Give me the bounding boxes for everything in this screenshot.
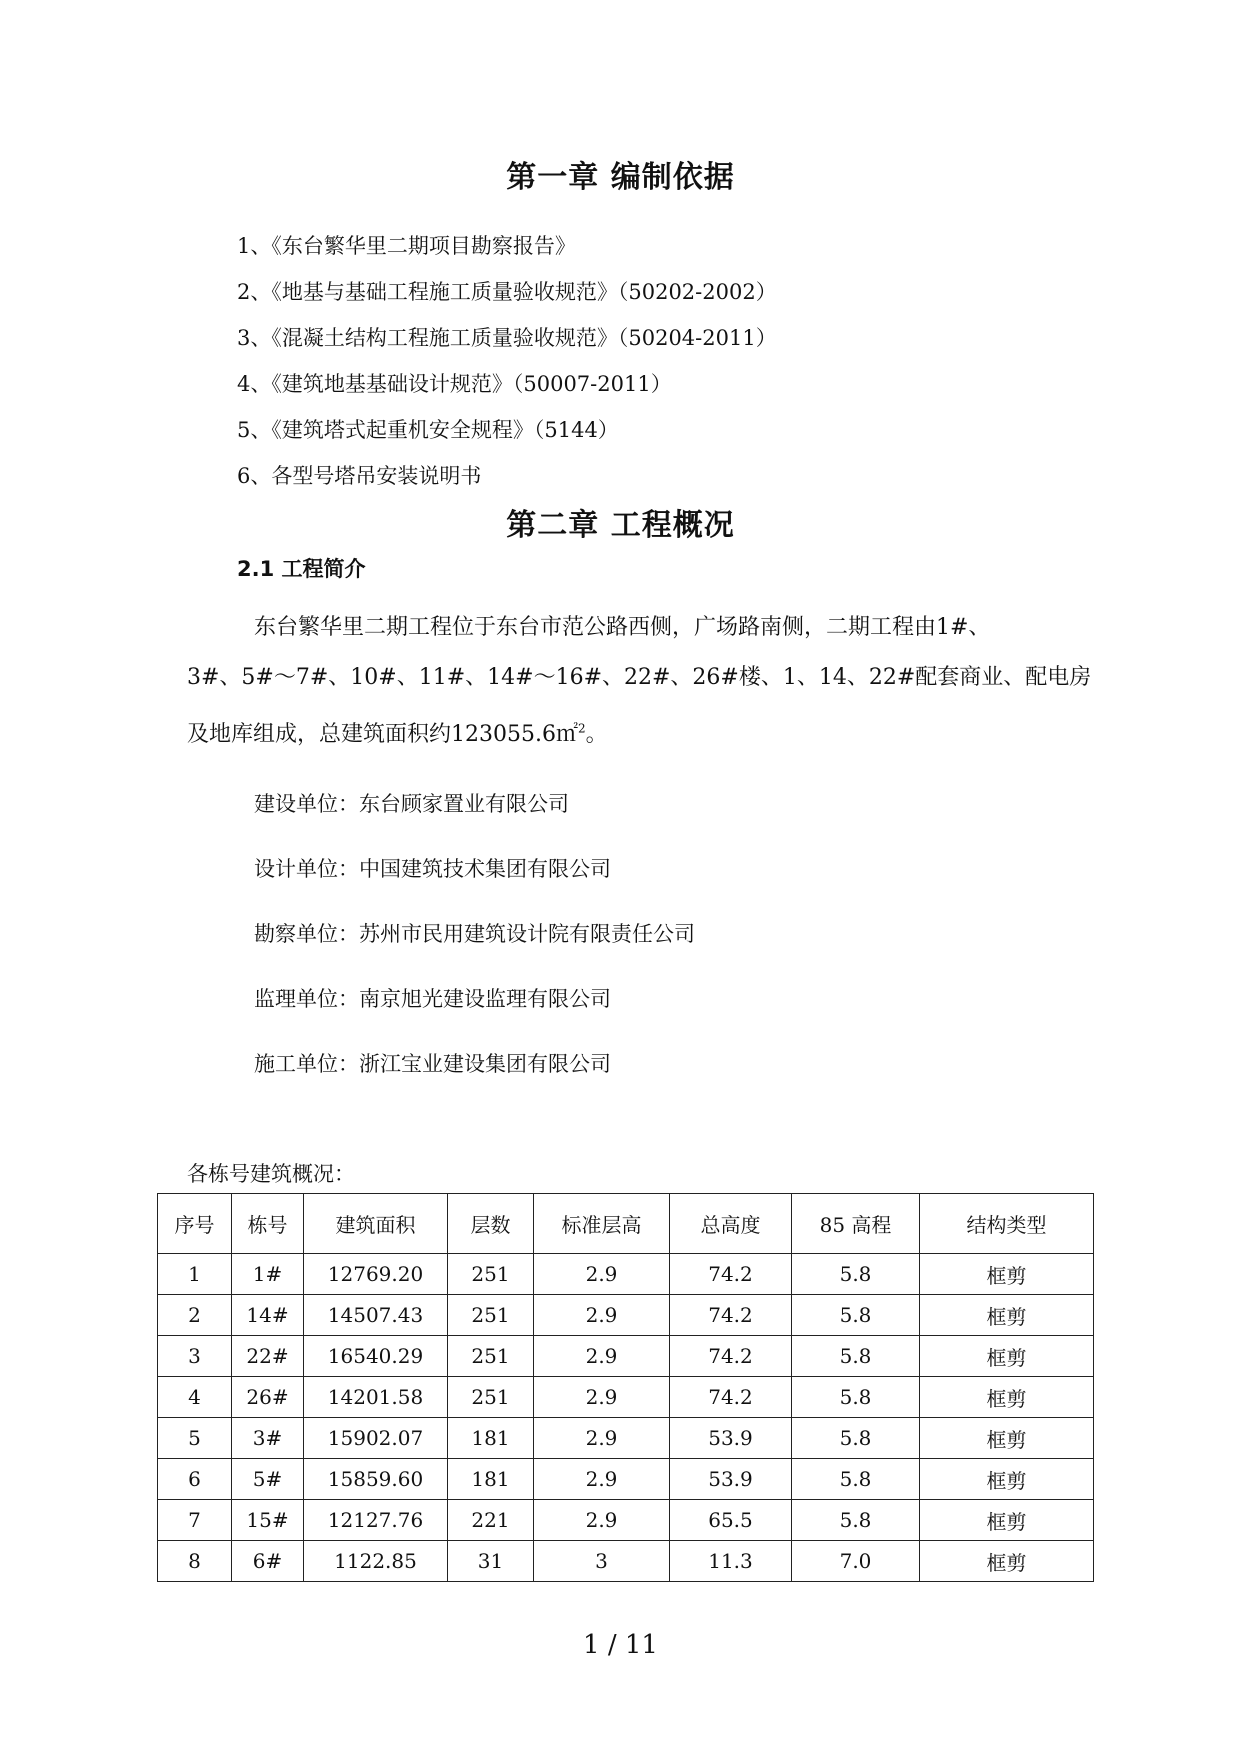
cell: 22#: [232, 1336, 304, 1377]
reference-item-2: 2、《地基与基础工程施工质量验收规范》（50202-2002）: [237, 280, 777, 304]
survey-unit: 勘察单位：苏州市民用建筑设计院有限责任公司: [254, 922, 695, 946]
building-overview-table: [157, 1193, 1094, 1582]
cell: 15902.07: [304, 1418, 448, 1459]
cell: 5.8: [792, 1377, 920, 1418]
cell: 2.9: [534, 1500, 670, 1541]
cell: 3: [158, 1336, 232, 1377]
cell: 2.9: [534, 1336, 670, 1377]
table-row: [158, 1418, 1094, 1459]
cell: 7: [158, 1500, 232, 1541]
header-elevation: 85 高程: [792, 1194, 920, 1254]
header-floors: 层数: [448, 1194, 534, 1254]
cell: 74.2: [670, 1254, 792, 1295]
cell: 5.8: [792, 1336, 920, 1377]
contractor-unit: 施工单位：浙江宝业建设集团有限公司: [254, 1052, 611, 1076]
supervision-unit: 监理单位：南京旭光建设监理有限公司: [254, 987, 611, 1011]
table-row: [158, 1541, 1094, 1582]
cell: 14#: [232, 1295, 304, 1336]
cell: 65.5: [670, 1500, 792, 1541]
cell: 3: [534, 1541, 670, 1582]
cell: 31: [448, 1541, 534, 1582]
cell: 53.9: [670, 1418, 792, 1459]
reference-item-3: 3、《混凝土结构工程施工质量验收规范》（50204-2011）: [237, 326, 777, 350]
cell: 2.9: [534, 1295, 670, 1336]
cell: 7.0: [792, 1541, 920, 1582]
cell: 8: [158, 1541, 232, 1582]
cell: 2.9: [534, 1254, 670, 1295]
cell: 框剪: [920, 1418, 1094, 1459]
cell: 15859.60: [304, 1459, 448, 1500]
cell: 74.2: [670, 1377, 792, 1418]
cell: 251: [448, 1336, 534, 1377]
table-header-row: [158, 1194, 1094, 1254]
header-area: 建筑面积: [304, 1194, 448, 1254]
reference-item-6: 6、各型号塔吊安装说明书: [237, 464, 482, 488]
cell: 框剪: [920, 1541, 1094, 1582]
reference-item-5: 5、《建筑塔式起重机安全规程》（5144）: [237, 418, 619, 442]
cell: 251: [448, 1254, 534, 1295]
cell: 53.9: [670, 1459, 792, 1500]
cell: 181: [448, 1418, 534, 1459]
cell: 251: [448, 1377, 534, 1418]
cell: 1122.85: [304, 1541, 448, 1582]
header-serial: 序号: [158, 1194, 232, 1254]
cell: 2: [158, 1295, 232, 1336]
header-structure: 结构类型: [920, 1194, 1094, 1254]
design-unit: 设计单位：中国建筑技术集团有限公司: [254, 857, 611, 881]
page-number: 1 / 11: [583, 1630, 658, 1660]
chapter-2-title: 第二章 工程概况: [506, 508, 735, 543]
cell: 4: [158, 1377, 232, 1418]
cell: 5.8: [792, 1295, 920, 1336]
cell: 5: [158, 1418, 232, 1459]
cell: 框剪: [920, 1459, 1094, 1500]
cell: 74.2: [670, 1336, 792, 1377]
cell: 16540.29: [304, 1336, 448, 1377]
intro-paragraph-line-1: 东台繁华里二期工程位于东台市范公路西侧，广场路南侧，二期工程由1#、: [254, 615, 991, 640]
cell: 2.9: [534, 1377, 670, 1418]
table-row: [158, 1500, 1094, 1541]
table-row: [158, 1459, 1094, 1500]
cell: 框剪: [920, 1500, 1094, 1541]
cell: 12769.20: [304, 1254, 448, 1295]
cell: 11.3: [670, 1541, 792, 1582]
header-floor-height: 标准层高: [534, 1194, 670, 1254]
cell: 5.8: [792, 1418, 920, 1459]
section-title: 2.1 工程简介: [237, 557, 366, 581]
intro-paragraph-line-2: 3#、5#～7#、10#、11#、14#～16#、22#、26#楼、1、14、22#配套商业、配电房: [187, 665, 1092, 690]
table-row: [158, 1336, 1094, 1377]
cell: 14201.58: [304, 1377, 448, 1418]
cell: 5.8: [792, 1254, 920, 1295]
cell: 251: [448, 1295, 534, 1336]
cell: 框剪: [920, 1254, 1094, 1295]
chapter-1-title: 第一章 编制依据: [506, 160, 735, 195]
cell: 5.8: [792, 1459, 920, 1500]
cell: 12127.76: [304, 1500, 448, 1541]
cell: 5#: [232, 1459, 304, 1500]
intro-paragraph-line-3: 及地库组成，总建筑面积约123055.6㎡$^2$。: [187, 721, 608, 747]
cell: 1#: [232, 1254, 304, 1295]
table-row: [158, 1377, 1094, 1418]
cell: 15#: [232, 1500, 304, 1541]
reference-item-4: 4、《建筑地基基础设计规范》（50007-2011）: [237, 372, 672, 396]
table-row: [158, 1254, 1094, 1295]
cell: 框剪: [920, 1295, 1094, 1336]
cell: 74.2: [670, 1295, 792, 1336]
cell: 6#: [232, 1541, 304, 1582]
cell: 14507.43: [304, 1295, 448, 1336]
cell: 181: [448, 1459, 534, 1500]
cell: 框剪: [920, 1336, 1094, 1377]
reference-item-1: 1、《东台繁华里二期项目勘察报告》: [237, 234, 576, 258]
cell: 221: [448, 1500, 534, 1541]
cell: 2.9: [534, 1418, 670, 1459]
cell: 26#: [232, 1377, 304, 1418]
construction-unit: 建设单位：东台顾家置业有限公司: [254, 792, 569, 816]
header-building: 栋号: [232, 1194, 304, 1254]
cell: 6: [158, 1459, 232, 1500]
cell: 3#: [232, 1418, 304, 1459]
header-total-height: 总高度: [670, 1194, 792, 1254]
cell: 5.8: [792, 1500, 920, 1541]
table-row: [158, 1295, 1094, 1336]
table-caption: 各栋号建筑概况：: [187, 1162, 355, 1186]
cell: 2.9: [534, 1459, 670, 1500]
cell: 1: [158, 1254, 232, 1295]
cell: 框剪: [920, 1377, 1094, 1418]
